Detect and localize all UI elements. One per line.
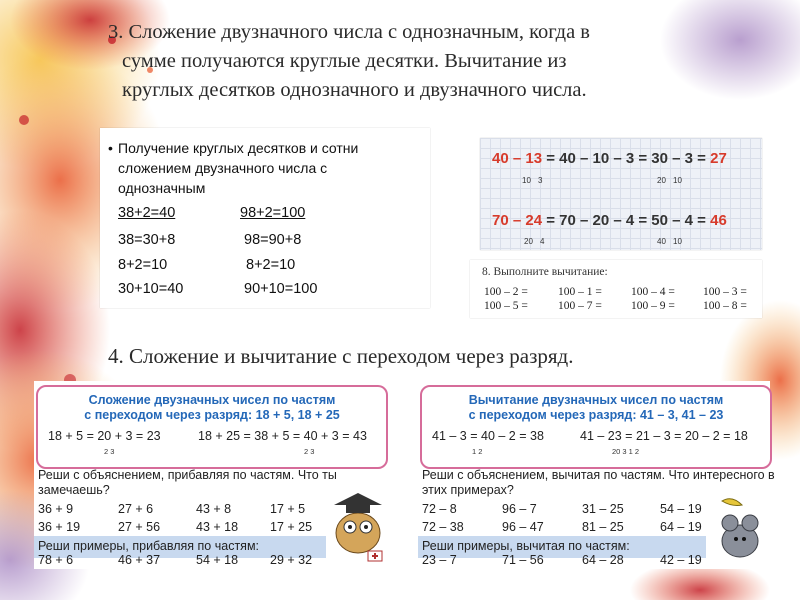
subtraction-textbook-card	[406, 381, 775, 569]
addition-rule-box	[36, 385, 388, 469]
section-3-heading-line1: 3. Сложение двузначного числа с однозначным, когда в	[108, 21, 590, 43]
eq1-part-b: 3	[538, 176, 543, 185]
bullet: •	[108, 140, 113, 156]
subtraction-problem: 71 – 56	[502, 553, 544, 567]
subtraction-rule-title-2: с переходом через разряд: 41 – 3, 41 – 23	[468, 408, 724, 422]
addition-problem: 17 + 5	[270, 502, 306, 516]
equation-1	[492, 150, 727, 167]
addition-example-1: 18 + 5 = 20 + 3 = 23	[48, 429, 161, 443]
addition-problem: 54 + 18	[196, 553, 239, 567]
addition-problem: 46 + 37	[118, 553, 161, 567]
subtraction-problem: 72 – 8	[422, 502, 457, 516]
exercise-8-title: 8. Выполните вычитание:	[482, 266, 608, 278]
example-left-4: 30+10=40	[118, 281, 184, 297]
equation-1-steps: = 40 – 10 – 3 = 30 – 3 =	[542, 150, 711, 167]
subtraction-problem: 23 – 7	[422, 553, 457, 567]
subtraction-problem: 42 – 19	[660, 553, 702, 567]
equation-2	[492, 212, 727, 229]
exercise-8-item: 100 – 9 =	[631, 300, 675, 312]
example-right-1: 98+2=100	[240, 205, 306, 221]
subtraction-example-2-parts: 20 3 1 2	[612, 447, 640, 456]
addition-example-1-parts: 2 3	[104, 447, 115, 456]
exercise-8-item: 100 – 7 =	[558, 300, 602, 312]
section-3-heading	[108, 18, 748, 105]
subtraction-problem: 64 – 19	[660, 520, 702, 534]
addition-task-line1: Реши с объяснением, прибавляя по частям. Что ты	[38, 468, 337, 482]
equation-2-lhs: 70 – 24	[492, 212, 543, 229]
addition-textbook-card	[34, 381, 390, 569]
addition-rule-title-1: Сложение двузначных чисел по частям	[88, 393, 336, 407]
example-left-2: 38=30+8	[118, 232, 176, 248]
exercise-8-item: 100 – 8 =	[703, 300, 747, 312]
addition-problem: 36 + 9	[38, 502, 74, 516]
addition-band-text: Реши примеры, прибавляя по частям:	[38, 539, 260, 553]
addition-problem: 43 + 18	[196, 520, 239, 534]
subtraction-problem: 72 – 38	[422, 520, 464, 534]
example-left-3: 8+2=10	[118, 257, 168, 273]
addition-task-line2: замечаешь?	[38, 483, 110, 497]
exercise-8-item: 100 – 2 =	[484, 286, 528, 298]
example-left-1: 38+2=40	[118, 205, 176, 221]
exercise-8-item: 100 – 4 =	[631, 286, 675, 298]
subtraction-task-line2: этих примерах?	[422, 483, 514, 497]
subtraction-band-text: Реши примеры, вычитая по частям:	[422, 539, 630, 553]
eq2-part-b: 4	[540, 237, 545, 246]
round-tens-card	[100, 128, 430, 308]
eq2-part-c: 40	[657, 237, 666, 246]
example-right-2: 98=90+8	[244, 232, 302, 248]
equation-2-steps: = 70 – 20 – 4 = 50 – 4 =	[542, 212, 711, 229]
subtraction-rule-title-1: Вычитание двузначных чисел по частям	[468, 393, 724, 407]
addition-example-2-parts: 2 3	[304, 447, 315, 456]
addition-problem: 27 + 56	[118, 520, 161, 534]
subtraction-task-line1: Реши с объяснением, вычитая по частям. Что интересного в	[422, 468, 775, 482]
eq1-part-a: 10	[522, 176, 531, 185]
section-3-heading-line3: круглых десятков однозначного и двузначного числа.	[122, 79, 587, 101]
example-right-4: 90+10=100	[244, 281, 318, 297]
subtraction-grid-card	[480, 138, 762, 250]
round-tens-intro: Получение круглых десятков и сотни сложением двузначного числа с однозначным	[118, 140, 359, 196]
addition-problem: 29 + 32	[270, 553, 313, 567]
addition-problem: 27 + 6	[118, 502, 154, 516]
eq2-part-d: 10	[673, 237, 682, 246]
addition-rule-title-2: с переходом через разряд: 18 + 5, 18 + 25	[84, 408, 340, 422]
exercise-8-item: 100 – 1 =	[558, 286, 602, 298]
mouse-mascot-icon	[712, 493, 766, 565]
section-3-heading-line2: сумме получаются круглые десятки. Вычитание из	[122, 50, 567, 72]
subtraction-rule-box	[420, 385, 772, 469]
subtraction-example-1-parts: 1 2	[472, 447, 483, 456]
subtraction-problem: 96 – 7	[502, 502, 537, 516]
addition-problem: 78 + 6	[38, 553, 74, 567]
addition-problem: 36 + 19	[38, 520, 81, 534]
equation-1-lhs: 40 – 13	[492, 150, 543, 167]
eq1-part-d: 10	[673, 176, 682, 185]
addition-problem: 17 + 25	[270, 520, 313, 534]
addition-problem: 43 + 8	[196, 502, 232, 516]
addition-example-2: 18 + 25 = 38 + 5 = 40 + 3 = 43	[198, 429, 367, 443]
exercise-8-item: 100 – 5 =	[484, 300, 528, 312]
equation-2-result: 46	[710, 212, 727, 229]
subtraction-problem: 64 – 28	[582, 553, 624, 567]
exercise-8-item: 100 – 3 =	[703, 286, 747, 298]
exercise-8-card	[470, 260, 762, 318]
subtraction-problem: 31 – 25	[582, 502, 624, 516]
subtraction-example-1: 41 – 3 = 40 – 2 = 38	[432, 429, 544, 443]
eq1-part-c: 20	[657, 176, 666, 185]
owl-mascot-icon	[330, 487, 388, 565]
subtraction-problem: 96 – 47	[502, 520, 544, 534]
subtraction-problem: 54 – 19	[660, 502, 702, 516]
subtraction-problem: 81 – 25	[582, 520, 624, 534]
subtraction-example-2: 41 – 23 = 21 – 3 = 20 – 2 = 18	[580, 429, 748, 443]
eq2-part-a: 20	[524, 237, 533, 246]
equation-1-result: 27	[710, 150, 727, 167]
section-4-heading: 4. Сложение и вычитание с переходом через разряд.	[108, 344, 574, 368]
example-right-3: 8+2=10	[246, 257, 296, 273]
